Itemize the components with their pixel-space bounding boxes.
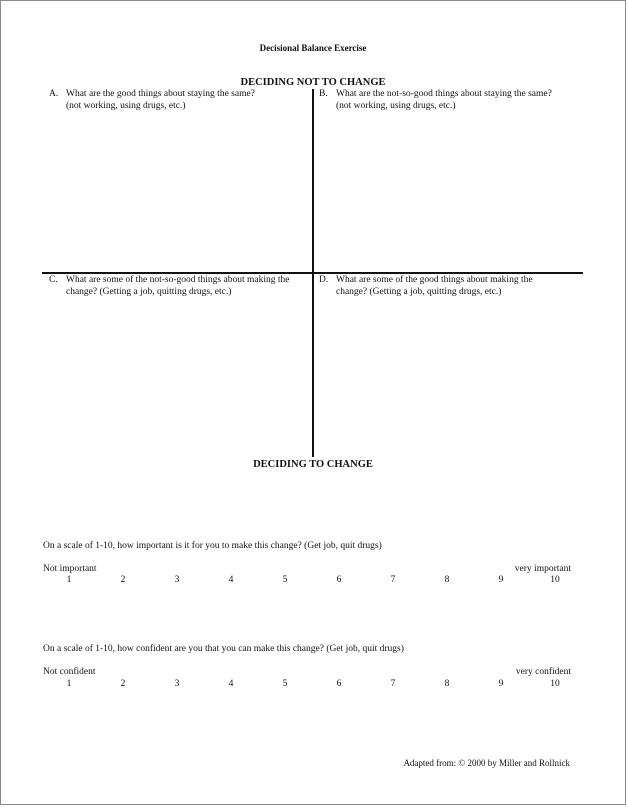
quadrant-letter: C. xyxy=(49,275,58,285)
attribution-credit: Adapted from: © 2000 by Miller and Rollnick xyxy=(403,758,570,768)
scale-number-9[interactable]: 9 xyxy=(498,575,504,585)
quadrant-letter: D. xyxy=(319,275,329,285)
scale-number-4[interactable]: 4 xyxy=(228,679,234,689)
quadrant-question-line1: What are some of the good things about making the xyxy=(336,275,533,285)
scale-number-8[interactable]: 8 xyxy=(444,679,450,689)
scale-number-6[interactable]: 6 xyxy=(336,679,342,689)
scale-question: On a scale of 1-10, how important is it for you to make this change? (Get job, quit drugs) xyxy=(43,541,382,551)
quadrant-question-line2: (not working, using drugs, etc.) xyxy=(336,100,456,111)
scale-low-label: Not confident xyxy=(43,667,96,677)
scale-number-8[interactable]: 8 xyxy=(444,575,450,585)
scale-number-1[interactable]: 1 xyxy=(66,575,72,585)
scale-number-9[interactable]: 9 xyxy=(498,679,504,689)
scale-number-10[interactable]: 10 xyxy=(550,575,560,585)
scale-number-7[interactable]: 7 xyxy=(390,679,396,689)
scale-number-7[interactable]: 7 xyxy=(390,575,396,585)
heading-deciding-not-to-change: DECIDING NOT TO CHANGE xyxy=(240,77,386,88)
scale-number-4[interactable]: 4 xyxy=(228,575,234,585)
scale-number-1[interactable]: 1 xyxy=(66,679,72,689)
scale-question: On a scale of 1-10, how confident are you that you can make this change? (Get job, quit drugs) xyxy=(43,644,404,654)
scale-number-3[interactable]: 3 xyxy=(174,575,180,585)
page-title: Decisional Balance Exercise xyxy=(259,43,367,53)
quadrant-question-line2: change? (Getting a job, quitting drugs, etc.) xyxy=(66,286,232,297)
scale-number-10[interactable]: 10 xyxy=(550,679,560,689)
quadrant-question-line1: What are some of the not-so-good things about making the xyxy=(66,275,290,285)
scale-number-2[interactable]: 2 xyxy=(120,575,126,585)
quadrant-question-line2: change? (Getting a job, quitting drugs, etc.) xyxy=(336,286,502,297)
scale-high-label: very important xyxy=(514,564,571,574)
scale-number-2[interactable]: 2 xyxy=(120,679,126,689)
quadrant-question-line2: (not working, using drugs, etc.) xyxy=(66,100,186,111)
scale-low-label: Not important xyxy=(43,564,97,574)
quadrant-question-line1: What are the good things about staying the same? xyxy=(66,89,255,99)
scale-number-6[interactable]: 6 xyxy=(336,575,342,585)
scale-number-3[interactable]: 3 xyxy=(174,679,180,689)
scale-number-5[interactable]: 5 xyxy=(282,575,288,585)
quadrant-letter: B. xyxy=(319,89,328,99)
horizontal-divider xyxy=(42,272,583,274)
scale-high-label: very confident xyxy=(515,667,571,677)
quadrant-letter: A. xyxy=(49,89,59,99)
quadrant-question-line1: What are the not-so-good things about staying the same? xyxy=(336,89,552,99)
heading-deciding-to-change: DECIDING TO CHANGE xyxy=(253,459,373,470)
scale-number-5[interactable]: 5 xyxy=(282,679,288,689)
